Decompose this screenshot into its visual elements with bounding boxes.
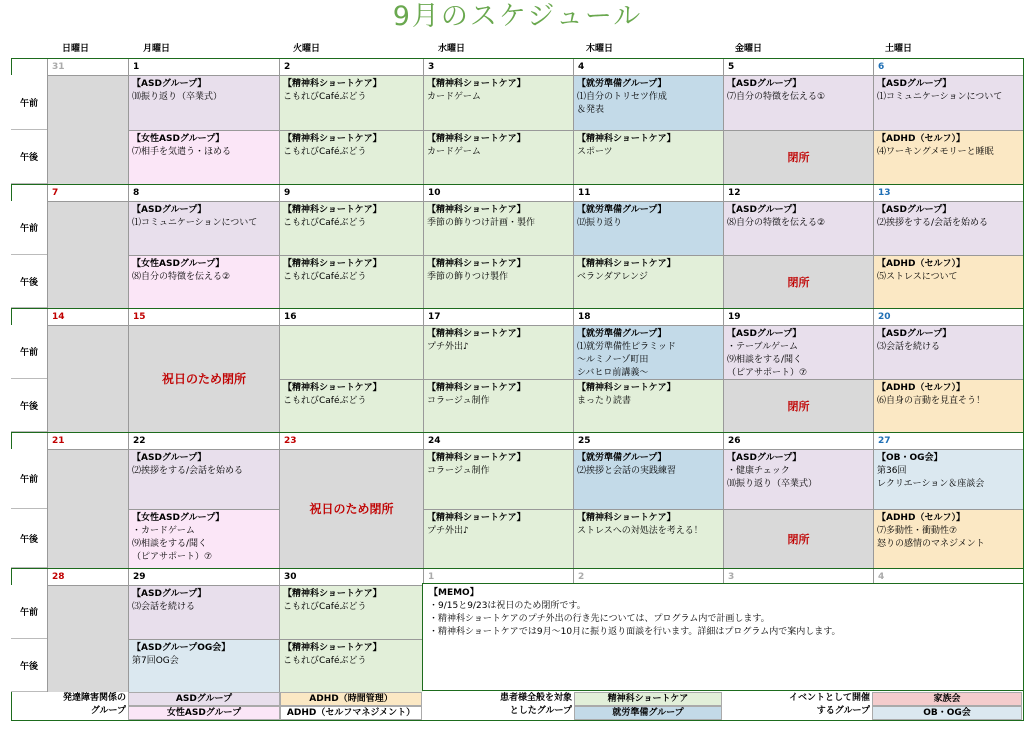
date-number: 2 [573, 569, 723, 585]
program-group: 【就労準備グループ】 [577, 205, 667, 215]
dow-tue: 火曜日 [293, 44, 321, 54]
program-group: 【精神科ショートケア】 [283, 589, 382, 599]
schedule-cell-am [573, 325, 723, 379]
program-group: 【ASDグループ】 [132, 205, 207, 215]
schedule-cell-am [423, 201, 573, 255]
legend-adhd-self: ADHD（セルフマネジメント） [280, 706, 422, 720]
schedule-cell-am [873, 75, 1023, 130]
program-group: 【就労準備グループ】 [577, 329, 667, 339]
row-label-am: 午前 [11, 201, 47, 255]
date-number: 13 [873, 185, 1023, 201]
program-title: ⑺多動性・衝動性⑦ [877, 526, 958, 536]
row-label-am: 午前 [11, 75, 47, 130]
program-group: 【精神科ショートケア】 [283, 383, 382, 393]
legend-adhd-time: ADHD（時間管理） [280, 692, 422, 706]
program-title: こもれびCaféぶどう [283, 656, 367, 666]
date-number: 3 [723, 569, 873, 585]
schedule-cell-am [128, 585, 279, 639]
row-label-pm: 午後 [11, 509, 47, 568]
schedule-cell-pm [423, 130, 573, 184]
date-number: 25 [573, 433, 723, 449]
schedule-cell-pm [573, 255, 723, 308]
schedule-cell-am [573, 75, 723, 130]
program-title: こもれびCaféぶどう [283, 396, 367, 406]
program-group: 【OB・OG会】 [877, 453, 943, 463]
program-title: ⑵挨拶をする/会話を始める [877, 218, 989, 228]
program-title: ⑴就労準備性ピラミッド [577, 342, 676, 352]
schedule-cell-am [873, 325, 1023, 379]
program-title: ストレスへの対処法を考える！ [577, 526, 703, 536]
legend-group2-label [460, 692, 572, 718]
schedule-cell-am [723, 201, 873, 255]
date-number: 7 [47, 185, 128, 201]
schedule-cell-pm [279, 379, 423, 432]
holiday-closed-cell: 祝日のため閉所 [279, 449, 423, 568]
program-group: 【ASDグループ】 [877, 329, 952, 339]
program-title: ⑼相談をする/聞く [727, 355, 803, 365]
row-label-pm: 午後 [11, 379, 47, 432]
program-title: 第7回OG会 [132, 656, 179, 666]
schedule-cell-am [279, 201, 423, 255]
program-group: 【就労準備グループ】 [577, 453, 667, 463]
date-number: 8 [128, 185, 279, 201]
program-group: 【精神科ショートケア】 [577, 383, 676, 393]
program-title: ＆発表 [577, 105, 605, 115]
program-title: ⑺相手を気遣う・ほめる [132, 147, 232, 157]
date-number: 23 [279, 433, 423, 449]
schedule-cell-am [873, 201, 1023, 255]
schedule-cell-pm [873, 509, 1023, 568]
program-title: ⑺自分の特徴を伝える① [727, 92, 826, 102]
date-number: 1 [128, 59, 279, 75]
date-number: 27 [873, 433, 1023, 449]
schedule-cell-pm [279, 255, 423, 308]
program-title: 怒りの感情のマネジメント [877, 539, 985, 549]
date-number: 4 [573, 59, 723, 75]
program-title: 季節の飾りつけ計画・製作 [427, 218, 536, 228]
program-group: 【精神科ショートケア】 [283, 79, 382, 89]
page-title: 9月のスケジュール [392, 1, 643, 32]
program-group: 【ADHD（セルフ）】 [877, 513, 965, 523]
schedule-cell-am [723, 75, 873, 130]
schedule-cell-pm [128, 639, 279, 692]
schedule-cell-pm [128, 255, 279, 308]
program-group: 【精神科ショートケア】 [577, 259, 676, 269]
program-title: プチ外出♪ [427, 526, 469, 536]
program-group: 【精神科ショートケア】 [283, 205, 382, 215]
date-number: 3 [423, 59, 573, 75]
program-title: ・健康チェック [727, 466, 790, 476]
schedule-cell-am [423, 449, 573, 509]
program-group: 【ASDグループ】 [877, 205, 952, 215]
date-number: 30 [279, 569, 423, 585]
program-title: シバヒロ前講義～ [577, 368, 649, 378]
memo-box [422, 583, 1024, 691]
schedule-cell-am [279, 585, 423, 639]
dow-sun: 日曜日 [62, 44, 90, 54]
schedule-cell-pm [128, 509, 279, 568]
dow-fri: 金曜日 [735, 44, 763, 54]
schedule-cell-am [423, 75, 573, 130]
schedule-cell-pm: 閉所 [723, 379, 873, 432]
program-group: 【精神科ショートケア】 [283, 259, 382, 269]
legend-text: としたグループ [509, 706, 572, 716]
holiday-closed-cell: 祝日のため閉所 [128, 325, 279, 432]
program-group: 【女性ASDグループ】 [132, 513, 225, 523]
program-title: ⑴自分のトリセツ作成 [577, 92, 667, 102]
program-title: カードゲーム [427, 147, 481, 157]
date-number: 29 [128, 569, 279, 585]
program-group: 【就労準備グループ】 [577, 79, 667, 89]
schedule-cell-am [279, 325, 423, 379]
program-group: 【ASDグループ】 [727, 205, 802, 215]
program-title: ⑶会話を続ける [877, 342, 941, 352]
row-label-am: 午前 [11, 449, 47, 509]
schedule-cell-am [573, 449, 723, 509]
program-title: ⑴コミュニケーションについて [877, 92, 1003, 102]
program-group: 【ASDグループ】 [877, 79, 952, 89]
dow-mon: 月曜日 [143, 44, 171, 54]
legend-wasd: 女性ASDグループ [128, 706, 280, 720]
schedule-cell-pm [128, 130, 279, 184]
date-number: 15 [128, 309, 279, 325]
legend-text: イベントとして開催 [788, 693, 870, 703]
schedule-cell-am [128, 201, 279, 255]
program-title: 第36回 [877, 466, 907, 476]
schedule-cell-pm [423, 509, 573, 568]
schedule-cell-pm [573, 509, 723, 568]
legend-ob: OB・OG会 [872, 706, 1022, 720]
program-title: ⑽振り返り（卒業式） [727, 479, 818, 489]
program-title: コラージュ制作 [427, 396, 490, 406]
date-number: 18 [573, 309, 723, 325]
legend-text: 患者様全般を対象 [499, 693, 572, 703]
schedule-cell-am [873, 449, 1023, 509]
schedule-cell-am [128, 75, 279, 130]
program-group: 【精神科ショートケア】 [577, 513, 676, 523]
program-group: 【精神科ショートケア】 [427, 259, 526, 269]
program-group: 【ASDグループ】 [132, 453, 207, 463]
program-group: 【女性ASDグループ】 [132, 134, 225, 144]
memo-line: ・精神科ショートケアでは9月～10月に振り返り面談を行います。詳細はプログラム内で案内します。 [429, 627, 841, 637]
memo-line: ・9/15と9/23は祝日のため閉所です。 [429, 601, 586, 611]
program-title: ⑻自分の特徴を伝える② [727, 218, 826, 228]
date-number: 5 [723, 59, 873, 75]
date-number: 1 [423, 569, 573, 585]
schedule-cell-am [128, 449, 279, 509]
date-number: 19 [723, 309, 873, 325]
legend-shuro: 就労準備グループ [574, 706, 722, 720]
dow-thu: 木曜日 [586, 44, 614, 54]
program-title: ・カードゲーム [132, 526, 195, 536]
memo-title: 【MEMO】 [429, 588, 479, 598]
legend-asd: ASDグループ [128, 692, 280, 706]
program-title: （ピアサポート）⑦ [727, 368, 808, 378]
schedule-cell-pm [279, 130, 423, 184]
legend-seishin: 精神科ショートケア [574, 692, 722, 706]
program-group: 【精神科ショートケア】 [427, 79, 526, 89]
schedule-cell-pm [873, 255, 1023, 308]
program-title: ⑹自身の言動を見直そう！ [877, 396, 986, 406]
date-number: 31 [47, 59, 128, 75]
dow-wed: 水曜日 [438, 44, 466, 54]
program-group: 【ASDグループ】 [132, 589, 207, 599]
schedule-cell-pm [573, 130, 723, 184]
schedule-cell-pm: 閉所 [723, 509, 873, 568]
program-title: こもれびCaféぶどう [283, 272, 367, 282]
program-group: 【精神科ショートケア】 [427, 383, 526, 393]
date-number: 20 [873, 309, 1023, 325]
date-number: 16 [279, 309, 423, 325]
program-group: 【ADHD（セルフ）】 [877, 383, 965, 393]
program-title: ⑵挨拶をする/会話を始める [132, 466, 244, 476]
schedule-cell-am [723, 325, 873, 379]
schedule-cell-pm [573, 379, 723, 432]
program-title: ・テーブルゲーム [727, 342, 799, 352]
schedule-cell-pm: 閉所 [723, 255, 873, 308]
program-title: こもれびCaféぶどう [283, 147, 367, 157]
row-label-am: 午前 [11, 585, 47, 639]
program-group: 【ASDグループ】 [727, 453, 802, 463]
schedule-cell-am [573, 201, 723, 255]
program-title: コラージュ制作 [427, 466, 490, 476]
program-title: ⑶会話を続ける [132, 602, 196, 612]
program-title: ベランダアレンジ [577, 272, 648, 282]
date-number: 10 [423, 185, 573, 201]
program-group: 【ASDグループ】 [727, 329, 802, 339]
legend-kazoku: 家族会 [872, 692, 1022, 706]
program-title: ⑿振り返り [577, 218, 623, 228]
program-title: プチ外出♪ [427, 342, 469, 352]
program-title: （ピアサポート）⑦ [132, 552, 213, 562]
program-group: 【精神科ショートケア】 [283, 643, 382, 653]
schedule-cell-pm [423, 379, 573, 432]
program-group: 【精神科ショートケア】 [427, 134, 526, 144]
date-number: 17 [423, 309, 573, 325]
program-title: こもれびCaféぶどう [283, 602, 367, 612]
program-title: こもれびCaféぶどう [283, 218, 367, 228]
schedule-cell-pm [873, 379, 1023, 432]
schedule-cell-am [723, 449, 873, 509]
program-title: ～ルミノーゾ町田 [577, 355, 649, 365]
schedule-cell-pm [423, 255, 573, 308]
program-title: ⑽振り返り（卒業式） [132, 92, 223, 102]
date-number: 21 [47, 433, 128, 449]
program-group: 【女性ASDグループ】 [132, 259, 225, 269]
sunday-cell [47, 325, 128, 432]
program-title: カードゲーム [427, 92, 481, 102]
program-group: 【精神科ショートケア】 [427, 453, 526, 463]
program-group: 【ASDグループ】 [132, 79, 207, 89]
legend-text: 発達障害関係の [62, 693, 126, 703]
program-title: レクリエーション＆座談会 [877, 479, 985, 489]
schedule-cell-am [279, 75, 423, 130]
date-number: 2 [279, 59, 423, 75]
date-number: 26 [723, 433, 873, 449]
program-group: 【精神科ショートケア】 [283, 134, 382, 144]
legend-group1-label [40, 692, 126, 718]
program-title: こもれびCaféぶどう [283, 92, 367, 102]
date-number: 11 [573, 185, 723, 201]
program-group: 【ASDグループOG会】 [132, 643, 231, 653]
program-group: 【ADHD（セルフ）】 [877, 259, 965, 269]
program-title: スポーツ [577, 147, 613, 157]
program-title: ⑴コミュニケーションについて [132, 218, 258, 228]
schedule-cell-pm [279, 639, 423, 692]
program-title: ⑸ストレスについて [877, 272, 958, 282]
sunday-cell [47, 201, 128, 308]
row-label-am: 午前 [11, 325, 47, 379]
legend-group3-label [760, 692, 870, 718]
program-group: 【精神科ショートケア】 [427, 329, 526, 339]
program-group: 【精神科ショートケア】 [577, 134, 676, 144]
row-label-pm: 午後 [11, 639, 47, 692]
date-number: 28 [47, 569, 128, 585]
date-number: 12 [723, 185, 873, 201]
sunday-cell [47, 585, 128, 692]
date-number: 9 [279, 185, 423, 201]
sunday-cell [47, 75, 128, 184]
date-number: 4 [873, 569, 1023, 585]
program-title: 季節の飾りつけ製作 [427, 272, 509, 282]
program-title: まったり読書 [577, 396, 632, 406]
row-label-pm: 午後 [11, 130, 47, 184]
legend-text: するグループ [816, 706, 870, 716]
program-title: ⑼相談をする/聞く [132, 539, 208, 549]
legend-text: グループ [90, 706, 126, 716]
program-title: ⑻自分の特徴を伝える② [132, 272, 231, 282]
date-number: 24 [423, 433, 573, 449]
date-number: 6 [873, 59, 1023, 75]
memo-line: ・精神科ショートケアのプチ外出の行き先については、プログラム内で計画します。 [429, 614, 770, 624]
date-number: 14 [47, 309, 128, 325]
row-label-pm: 午後 [11, 255, 47, 308]
schedule-cell-pm: 閉所 [723, 130, 873, 184]
program-group: 【精神科ショートケア】 [427, 513, 526, 523]
schedule-cell-am [423, 325, 573, 379]
program-title: ⑵挨拶と会話の実践練習 [577, 466, 677, 476]
program-group: 【精神科ショートケア】 [427, 205, 526, 215]
sunday-cell [47, 449, 128, 568]
schedule-cell-pm [873, 130, 1023, 184]
dow-sat: 土曜日 [885, 44, 913, 54]
program-group: 【ASDグループ】 [727, 79, 802, 89]
date-number: 22 [128, 433, 279, 449]
program-title: ⑷ワーキングメモリーと睡眠 [877, 147, 994, 157]
program-group: 【ADHD（セルフ）】 [877, 134, 965, 144]
